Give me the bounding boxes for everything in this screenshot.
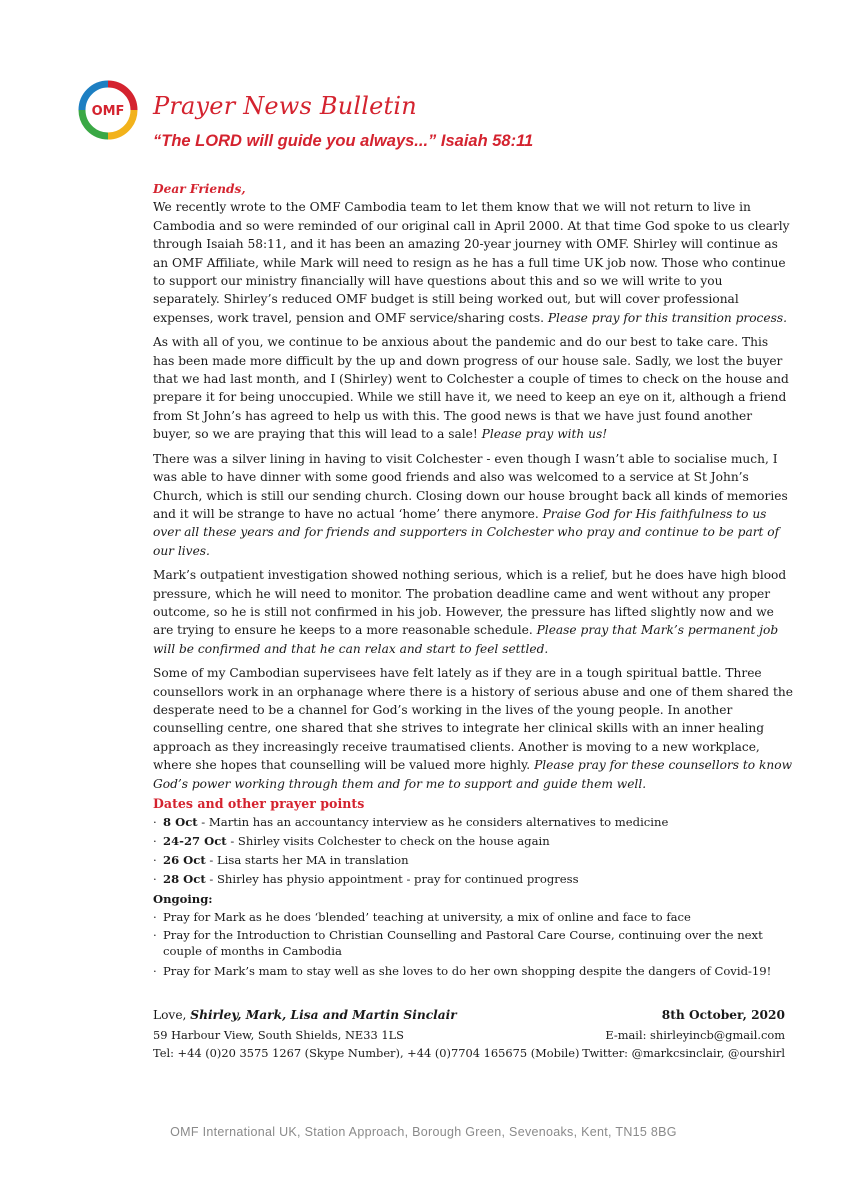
list-item: · 26 Oct - Lisa starts her MA in translation [153,851,793,870]
list-item: · 28 Oct - Shirley has physio appointment - pray for continued progress [153,870,793,889]
contact-row [153,1026,785,1044]
twitter: Twitter: @markcsinclair, @ourshirl [582,1046,785,1060]
footer-address: OMF International UK, Station Approach, Borough Green, Sevenoaks, Kent, TN15 8BG [170,1125,677,1139]
address: 59 Harbour View, South Shields, NE33 1LS [153,1028,404,1042]
paragraph: Some of my Cambodian supervisees have felt lately as if they are in a tough spiritual battle. Three counsellors work in an orphanage where there is a history of serious abuse and one of them shared the desperate need to be a channel for God’s working in the lives of the young people. In another counselling centre, one shared that she strives to integrate her clinical skills with an inner healing approach as they increasingly receive traumatised clients. Another is moving to a new workplace, where she hopes that counselling will be valued more highly. Please pray for these counsellors to know God’s power working through them and for me to support and guide them well. [153,666,793,791]
ongoing-heading: Ongoing: [153,892,213,907]
list-item: · Pray for Mark as he does ‘blended’ teaching at university, a mix of online and face to face [153,908,793,927]
logo-text: OMF [91,104,125,119]
paragraph: We recently wrote to the OMF Cambodia team to let them know that we will not return to live in Cambodia and so were reminded of our original call in April 2000. At that time God spoke to us clearly through Isaiah 58:11, and it has been an amazing 20-year journey with OMF. Shirley will continue as an OMF Affiliate, while Mark will need to resign as he has a full time UK job now. Those who continue to support our ministry financially will have questions about this and so we will write to you separately. Shirley’s reduced OMF budget is still being worked out, but will cover professional expenses, work travel, pension and OMF service/sharing costs. Please pray for this transition process. [153,200,790,325]
paragraph: There was a silver lining in having to visit Colchester - even though I wasn’t able to socialise much, I was able to have dinner with some good friends and also was welcomed to a service at St John’s Church, which is still our sending church. Closing down our house brought back all kinds of memories and it will be strange to have no actual ‘home’ there anymore. Praise God for His faithfulness to us over all these years and for friends and supporters in Colchester who pray and continue to be part of our lives. [153,451,788,558]
list-item: · 24-27 Oct - Shirley visits Colchester to check on the house again [153,832,793,851]
letter-body [153,180,793,983]
bible-verse: “The LORD will guide you always...” Isaiah 58:11 [153,132,534,150]
contact-row [153,1044,785,1062]
letter-date: 8th October, 2020 [661,1008,785,1022]
greeting: Dear Friends, [153,182,246,196]
prayer-request: Please pray with us! [481,427,608,442]
prayer-request: Please pray for this transition process. [547,310,787,325]
page-title: Prayer News Bulletin [153,92,417,120]
omf-logo [78,80,138,140]
prayer-request: Please pray for these counsellors to know God’s power working through them and for me to support and guide them well. [153,758,793,791]
signoff-names: Love, Shirley, Mark, Lisa and Martin Sinclair [153,1008,457,1022]
list-item: · 8 Oct - Martin has an accountancy interview as he considers alternatives to medicine [153,813,793,832]
email: E-mail: shirleyincb@gmail.com [605,1028,785,1042]
prayer-request: Praise God for His faithfulness to us over all these years and for friends and supporters in Colchester who pray and continue to be part of our lives. [153,506,780,558]
ongoing-list [153,908,793,980]
prayer-request: Please pray that Mark’s permanent job will be confirmed and that he can relax and start to feel settled. [153,623,779,656]
list-item: · Pray for the Introduction to Christian Counselling and Pastoral Care Course, continuing over the next couple of months in Cambodia [153,927,793,960]
signoff-row [153,1006,785,1024]
dates-list [153,813,793,888]
signoff [153,1006,785,1062]
list-item: · Pray for Mark’s mam to stay well as she loves to do her own shopping despite the dangers of Covid-19! [153,962,793,981]
paragraph: As with all of you, we continue to be anxious about the pandemic and do our best to take care. This has been made more difficult by the up and down progress of our house sale. Sadly, we lost the buyer that we had last month, and I (Shirley) went to Colchester a couple of times to check on the house and prepare it for being unoccupied. While we still have it, we need to keep an eye on it, although a friend from St John’s has agreed to help us with this. The good news is that we have just found another buyer, so we are praying that this will lead to a sale! Please pray with us! [153,335,789,442]
paragraph: Mark’s outpatient investigation showed nothing serious, which is a relief, but he does have high blood pressure, which he will need to monitor. The probation deadline came and went without any proper outcome, so he is still not confirmed in his job. However, the pressure has lifted slightly now and we are trying to ensure he keeps to a more reasonable schedule. Please pray that Mark’s permanent job will be confirmed and that he can relax and start to feel settled. [153,568,787,656]
telephone: Tel: +44 (0)20 3575 1267 (Skype Number), +44 (0)7704 165675 (Mobile) [153,1046,580,1060]
dates-heading: Dates and other prayer points [153,796,365,811]
